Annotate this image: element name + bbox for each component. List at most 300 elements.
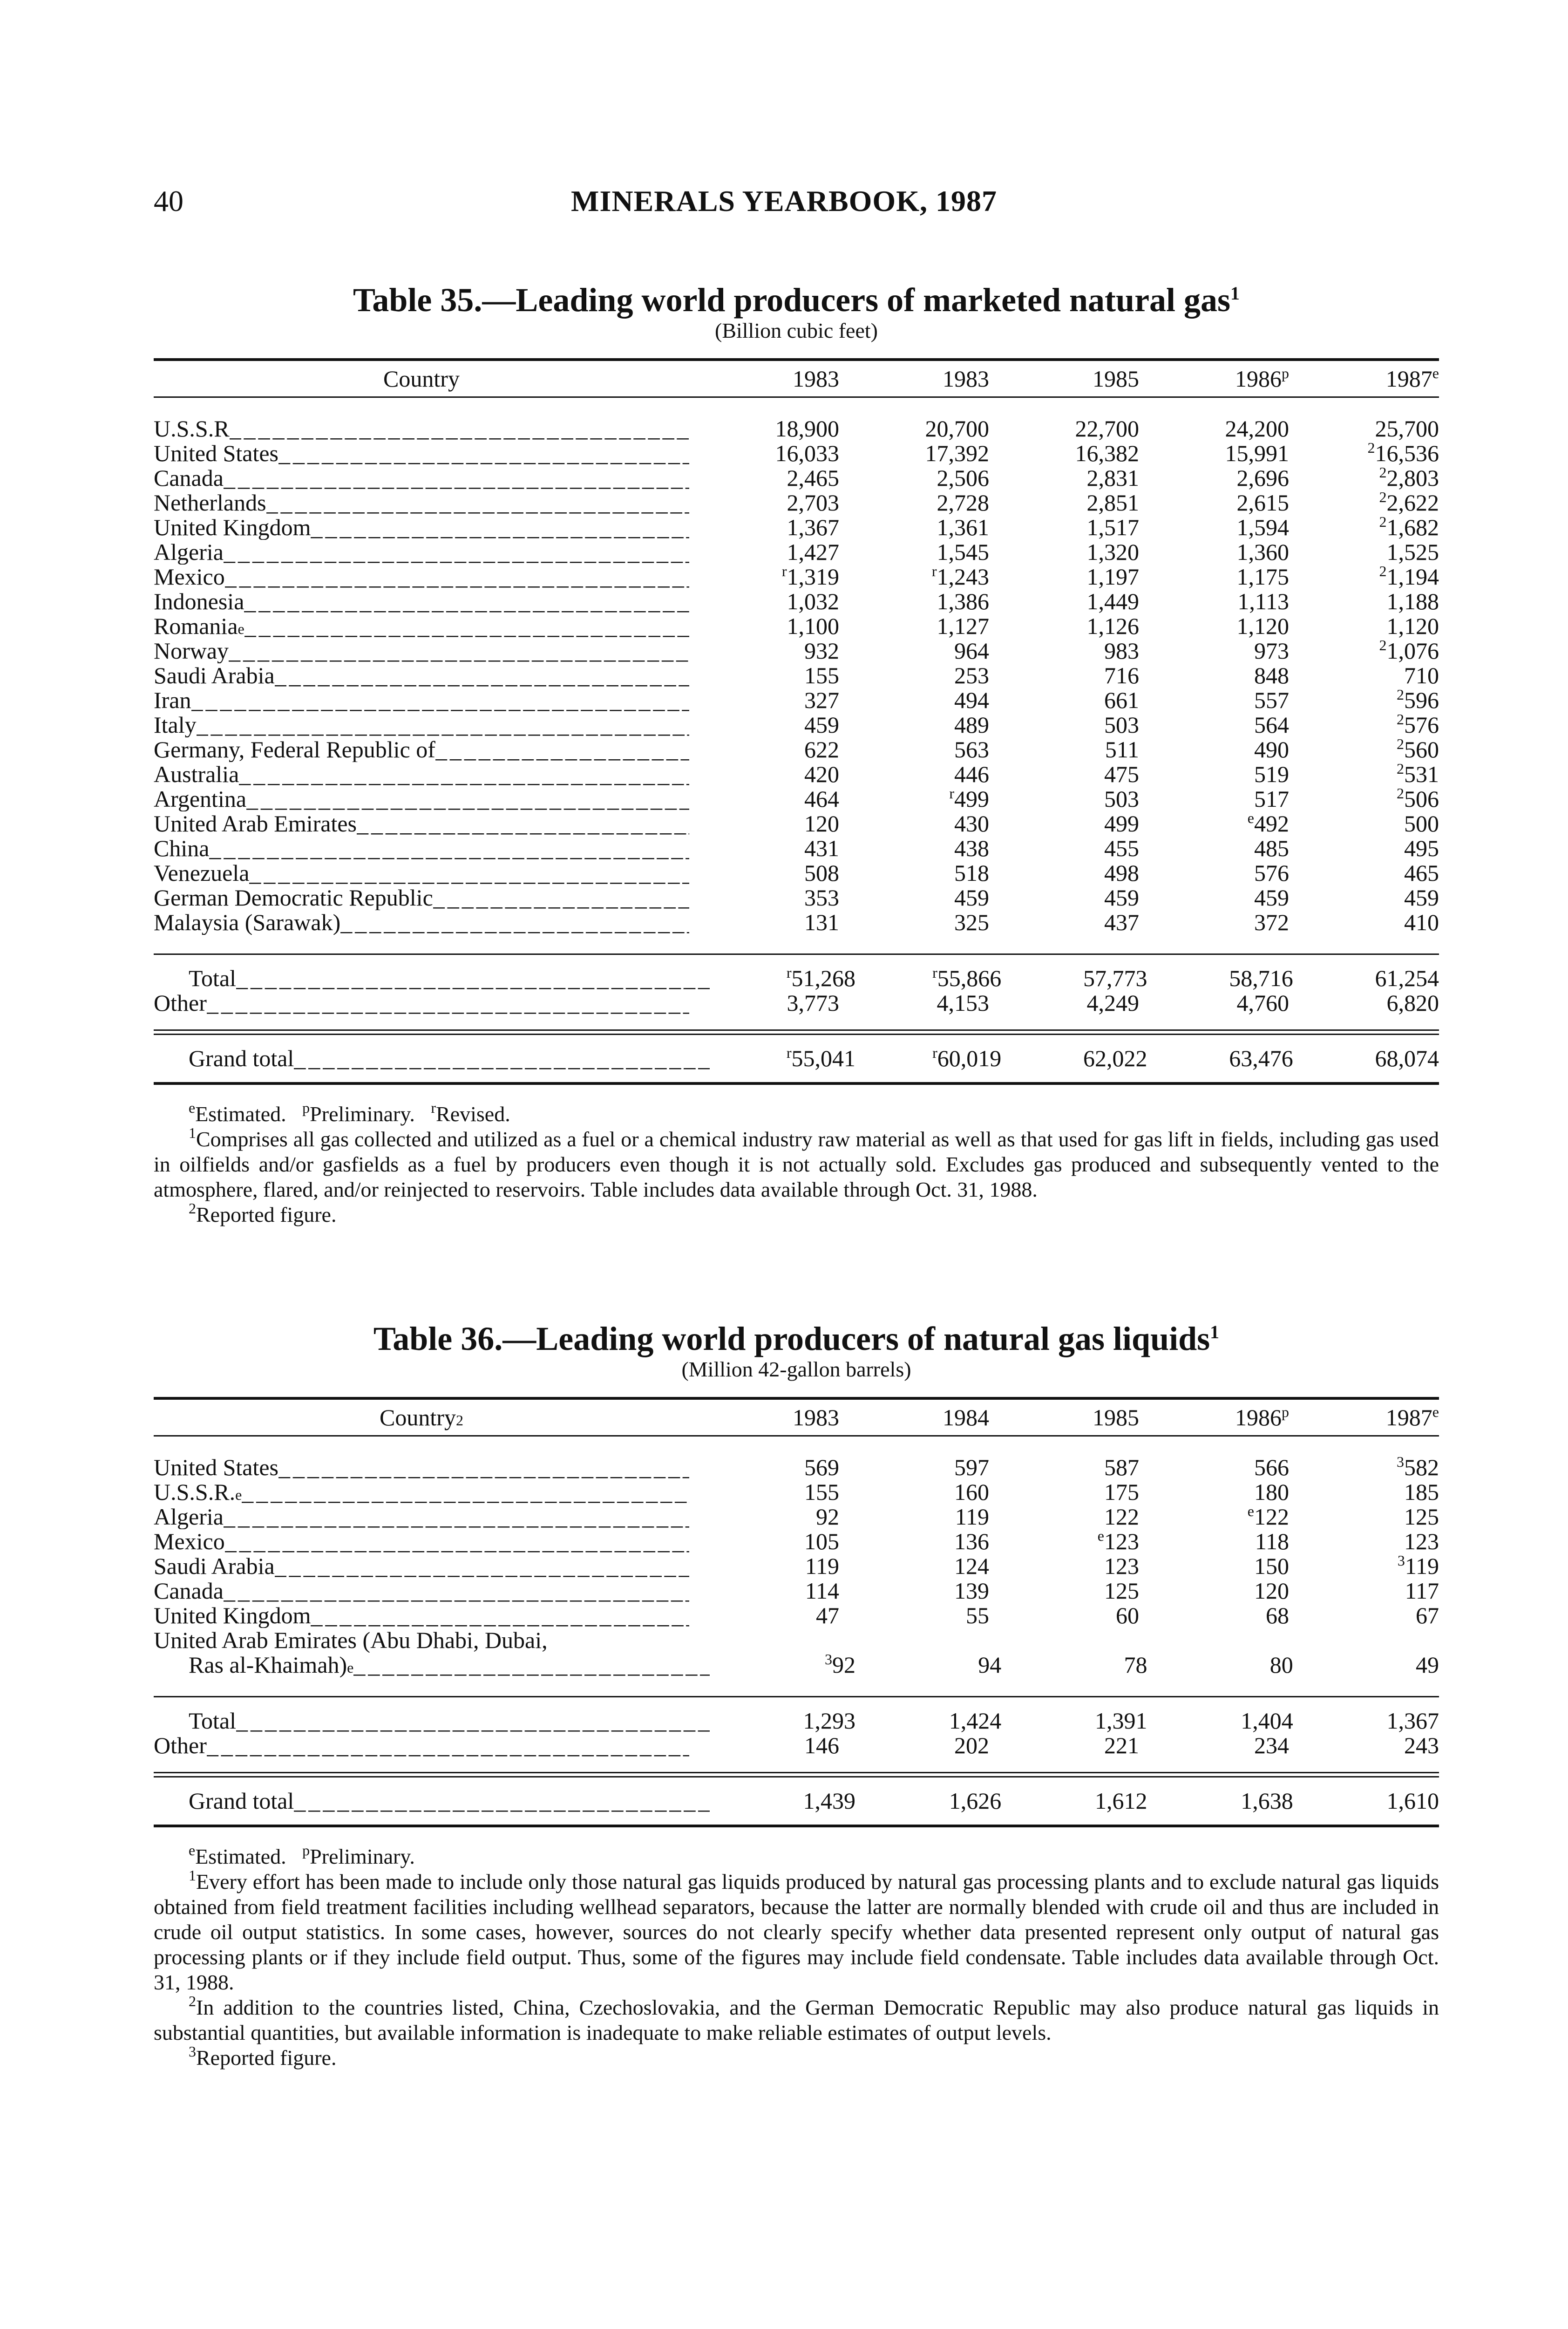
value-marker: 2	[1397, 760, 1404, 777]
table-row	[154, 490, 1439, 515]
value-cell	[839, 836, 989, 861]
table-row	[154, 1529, 1439, 1554]
leader-dots	[340, 910, 689, 935]
leader-dots	[275, 663, 689, 688]
table-36-header-row	[154, 1400, 1439, 1435]
value-text: 160	[954, 1479, 989, 1505]
value-cell	[1289, 688, 1439, 713]
row-label-text: Argentina	[154, 787, 247, 811]
value-cell	[1289, 1554, 1439, 1579]
leader-dots	[244, 589, 689, 614]
value-cell	[839, 441, 989, 466]
value-marker: 2	[1397, 785, 1404, 802]
value-cell	[989, 589, 1139, 614]
value-cell	[1139, 885, 1289, 910]
column-header-text: 1985	[1093, 366, 1139, 392]
table-36	[154, 1311, 1439, 2070]
value-cell	[1289, 737, 1439, 762]
leader-dots	[207, 991, 689, 1015]
value-text: 57,773	[1083, 965, 1147, 991]
table-36-notes	[154, 1844, 1439, 2070]
table-36-unit: (Million 42-gallon barrels)	[681, 1357, 911, 1381]
value-cell	[1289, 762, 1439, 787]
value-cell	[989, 441, 1139, 466]
value-text: 1,320	[1086, 539, 1139, 565]
leader-dots	[207, 1733, 689, 1758]
value-text: 131	[804, 909, 839, 935]
value-text: 1,194	[1386, 564, 1439, 590]
column-header-text: 1983	[793, 366, 839, 392]
row-label-text: Algeria	[154, 540, 224, 565]
value-cell	[839, 466, 989, 490]
value-text: 221	[1104, 1732, 1139, 1758]
value-cell	[839, 991, 989, 1015]
value-cell	[1289, 565, 1439, 589]
value-text: 25,700	[1375, 415, 1439, 442]
row-label-text: United Kingdom	[154, 515, 311, 540]
value-cell	[1139, 737, 1289, 762]
value-text: 253	[954, 662, 989, 688]
spacer	[154, 1758, 1439, 1769]
spacer	[154, 955, 1439, 966]
value-text: 136	[954, 1528, 989, 1554]
value-marker: r	[932, 1044, 937, 1061]
row-label-text: Other	[154, 1733, 207, 1758]
value-cell	[1139, 991, 1289, 1015]
table-row	[154, 713, 1439, 737]
table-row	[154, 1455, 1439, 1480]
value-cell	[1139, 441, 1289, 466]
value-text: 531	[1404, 761, 1439, 787]
row-label	[154, 688, 689, 713]
row-label	[154, 1529, 689, 1554]
value-cell	[1289, 991, 1439, 1015]
value-text: 80	[1269, 1652, 1293, 1678]
value-text: 68,074	[1375, 1045, 1439, 1071]
table-row	[154, 688, 1439, 713]
value-text: 587	[1104, 1454, 1139, 1480]
row-label-text: United Kingdom	[154, 1603, 311, 1628]
table-row	[154, 441, 1439, 466]
leader-dots	[249, 861, 689, 885]
value-cell	[1293, 1046, 1439, 1071]
value-text: 1,175	[1236, 564, 1289, 590]
row-label	[154, 713, 689, 737]
value-text: 511	[1105, 736, 1139, 763]
value-text: 499	[954, 786, 989, 812]
value-text: 327	[804, 687, 839, 713]
value-text: 1,120	[1386, 613, 1439, 639]
value-cell	[989, 663, 1139, 688]
value-text: 68	[1266, 1602, 1289, 1628]
row-label-text: Netherlands	[154, 490, 266, 515]
leader-dots	[275, 1554, 689, 1579]
value-cell	[1139, 1579, 1289, 1603]
row-label-text: Germany, Federal Republic of	[154, 737, 435, 762]
value-cell	[1289, 614, 1439, 639]
value-marker: 2	[1379, 513, 1387, 530]
value-cell	[1293, 966, 1439, 991]
bottom-rule	[154, 1825, 1439, 1827]
value-marker: r	[781, 563, 787, 579]
running-title: MINERALS YEARBOOK, 1987	[571, 184, 997, 218]
leader-dots	[311, 1603, 689, 1628]
value-cell	[1139, 1529, 1289, 1554]
value-text: 489	[954, 712, 989, 738]
value-cell	[1289, 663, 1439, 688]
value-text: 1,424	[949, 1708, 1002, 1734]
value-cell	[1289, 441, 1439, 466]
value-text: 576	[1404, 712, 1439, 738]
value-cell	[989, 416, 1139, 441]
value-text: 410	[1404, 909, 1439, 935]
column-header-text: 1985	[1093, 1404, 1139, 1430]
value-cell	[1139, 688, 1289, 713]
row-label	[154, 885, 689, 910]
value-cell	[839, 663, 989, 688]
value-cell	[839, 1529, 989, 1554]
value-text: 125	[1104, 1578, 1139, 1604]
value-cell	[839, 762, 989, 787]
table-row	[154, 836, 1439, 861]
value-text: 1,032	[787, 588, 839, 614]
value-text: 1,638	[1241, 1788, 1293, 1814]
value-cell	[989, 1455, 1139, 1480]
value-cell	[989, 1505, 1139, 1529]
value-text: 2,506	[937, 465, 989, 491]
value-cell	[1139, 416, 1289, 441]
value-cell	[989, 1579, 1139, 1603]
value-text: 459	[1254, 885, 1289, 911]
value-text: 139	[954, 1578, 989, 1604]
value-cell	[710, 1709, 855, 1733]
row-label-text: Canada	[154, 466, 224, 490]
total-row	[154, 1709, 1439, 1733]
value-text: 1,360	[1236, 539, 1289, 565]
column-header	[1289, 365, 1439, 392]
value-text: 2,696	[1236, 465, 1289, 491]
value-marker: r	[786, 964, 792, 981]
row-label	[154, 515, 689, 540]
value-text: 4,249	[1086, 990, 1139, 1016]
column-header	[689, 365, 839, 392]
value-text: 492	[1254, 810, 1289, 837]
table-row	[154, 663, 1439, 688]
row-label	[154, 910, 689, 935]
value-text: 105	[804, 1528, 839, 1554]
value-cell	[855, 966, 1001, 991]
value-text: 459	[1404, 885, 1439, 911]
value-text: 119	[805, 1553, 839, 1579]
value-marker: e	[1247, 1503, 1254, 1519]
value-cell	[689, 861, 839, 885]
value-text: 67	[1416, 1602, 1439, 1628]
value-text: 1,682	[1386, 514, 1439, 540]
column-header-text: 1987	[1385, 1404, 1432, 1430]
legend-text: Estimated.	[195, 1845, 286, 1868]
value-marker: 2	[1379, 489, 1387, 505]
value-text: 557	[1254, 687, 1289, 713]
footnote-fn2	[154, 1202, 1439, 1227]
legend-text: Preliminary.	[310, 1102, 415, 1126]
table-row	[154, 614, 1439, 639]
legend-marker: p	[302, 1842, 310, 1859]
table-row	[154, 885, 1439, 910]
value-text: 973	[1254, 638, 1289, 664]
value-text: 1,188	[1386, 588, 1439, 614]
value-text: 465	[1404, 860, 1439, 886]
legend-text: Estimated.	[195, 1102, 286, 1126]
value-text: 92	[816, 1504, 839, 1530]
table-row	[154, 565, 1439, 589]
value-cell	[989, 811, 1139, 836]
value-cell	[1289, 713, 1439, 737]
value-cell	[1147, 1653, 1293, 1677]
value-marker: e	[1247, 810, 1254, 826]
value-text: 622	[804, 736, 839, 763]
row-label-text: German Democratic Republic	[154, 885, 433, 910]
bottom-rule	[154, 1082, 1439, 1085]
leader-dots	[278, 441, 689, 466]
value-cell	[689, 762, 839, 787]
value-text: 498	[1104, 860, 1139, 886]
table-35-summary	[154, 953, 1439, 1085]
value-text: 716	[1104, 662, 1139, 688]
value-cell	[1001, 1653, 1147, 1677]
value-text: 438	[954, 835, 989, 861]
value-text: 569	[804, 1454, 839, 1480]
value-cell	[989, 614, 1139, 639]
table-row	[154, 861, 1439, 885]
value-text: 20,700	[925, 415, 989, 442]
value-text: 63,476	[1229, 1045, 1293, 1071]
value-marker: 2	[1397, 686, 1404, 703]
value-cell	[989, 910, 1139, 935]
value-cell	[989, 861, 1139, 885]
value-cell	[855, 1653, 1001, 1677]
column-header-text: 1983	[943, 366, 989, 392]
value-text: 122	[1104, 1504, 1139, 1530]
table-row	[154, 1579, 1439, 1603]
row-label	[154, 991, 689, 1015]
column-header-text: 1983	[793, 1404, 839, 1430]
value-cell	[1139, 614, 1289, 639]
value-text: 2,851	[1086, 490, 1139, 516]
value-cell	[1289, 1733, 1439, 1758]
value-text: 1,610	[1386, 1788, 1439, 1814]
footnote-fn1	[154, 1124, 1439, 1202]
footnote-marker: 2	[189, 1993, 196, 2009]
value-cell	[689, 737, 839, 762]
footnote-marker: 1	[189, 1867, 196, 1884]
row-label-text: Mexico	[154, 1529, 225, 1554]
column-header	[689, 1404, 839, 1431]
value-cell	[1139, 836, 1289, 861]
value-cell	[839, 589, 989, 614]
value-text: 55,866	[937, 965, 1002, 991]
value-cell	[1289, 885, 1439, 910]
value-cell	[1289, 811, 1439, 836]
row-label	[154, 1733, 689, 1758]
row-label	[154, 1789, 710, 1813]
value-text: 1,319	[787, 564, 839, 590]
value-marker: 3	[825, 1651, 832, 1668]
column-header-text: 1986	[1235, 366, 1282, 392]
leader-dots	[191, 688, 690, 713]
value-cell	[989, 737, 1139, 762]
value-text: 2,465	[787, 465, 839, 491]
column-header	[1289, 1404, 1439, 1431]
legend-marker: e	[189, 1099, 196, 1116]
row-label	[154, 416, 689, 441]
value-text: 1,361	[937, 514, 989, 540]
value-marker: 3	[1397, 1453, 1404, 1470]
value-text: 175	[1104, 1479, 1139, 1505]
row-label-text: Other	[154, 991, 207, 1015]
row-label: U.S.S.R. e _____	[154, 1480, 689, 1505]
value-text: 117	[1405, 1578, 1439, 1604]
row-label: Romania e _____	[154, 614, 689, 639]
column-header-marker: p	[1282, 1403, 1289, 1420]
row-label	[154, 1046, 710, 1071]
value-text: 518	[954, 860, 989, 886]
value-text: 120	[1254, 1578, 1289, 1604]
footnote-text: Every effort has been made to include only those natural gas liquids produced by natural gas processing plants and to exclude natural gas liquids obtained from field treatment facilities including wellhead separators, because the latter are normally blended with crude oil and thus are included in crude oil output statistics. In some cases, however, sources do not clearly specify whether data presented represent only output of natural gas processing plants or if they include field output. Thus, some of the figures may include field condensate. Table includes data available through Oct. 31, 1988.	[154, 1870, 1439, 1994]
value-cell	[1293, 1709, 1439, 1733]
value-cell	[710, 1789, 855, 1813]
value-text: 2,622	[1386, 490, 1439, 516]
row-label	[154, 836, 689, 861]
row-label-text: Saudi Arabia	[154, 663, 275, 688]
value-cell	[1147, 966, 1293, 991]
table-35-title: Table 35.—Leading world producers of marketed natural gas$^1$	[353, 281, 1240, 319]
table-row-uae-line1	[154, 1628, 1439, 1653]
leader-dots	[244, 614, 689, 639]
value-text: 18,900	[775, 415, 839, 442]
leader-dots	[224, 1505, 689, 1529]
leader-dots	[278, 1455, 689, 1480]
value-text: 596	[1404, 687, 1439, 713]
value-cell	[1147, 1046, 1293, 1071]
row-label-text: China	[154, 836, 210, 861]
leader-dots	[224, 466, 689, 490]
value-cell	[1139, 515, 1289, 540]
value-cell	[1289, 540, 1439, 565]
value-cell	[689, 688, 839, 713]
leader-dots	[266, 490, 689, 515]
row-label-text: Ras al-Khaimah)	[189, 1653, 347, 1677]
table-row	[154, 737, 1439, 762]
value-text: 353	[804, 885, 839, 911]
row-label-text: U.S.S.R.	[154, 1480, 236, 1505]
value-text: 92	[832, 1652, 855, 1678]
value-marker: r	[932, 964, 937, 981]
other-row	[154, 1733, 1439, 1758]
value-cell	[1139, 1603, 1289, 1628]
value-cell	[689, 639, 839, 663]
column-header	[1139, 1404, 1289, 1431]
row-label-text: Italy	[154, 713, 197, 737]
value-cell	[689, 836, 839, 861]
value-cell	[689, 441, 839, 466]
value-text: 2,728	[937, 490, 989, 516]
value-text: 848	[1254, 662, 1289, 688]
value-text: 15,991	[1225, 440, 1289, 466]
value-text: 60	[1116, 1602, 1139, 1628]
value-marker: 2	[1367, 439, 1375, 456]
value-text: 1,594	[1236, 514, 1289, 540]
value-cell	[1289, 1455, 1439, 1480]
spacer	[154, 1697, 1439, 1709]
row-label-text: Algeria	[154, 1505, 224, 1529]
value-text: 459	[804, 712, 839, 738]
row-label	[154, 663, 689, 688]
spacer	[154, 1035, 1439, 1046]
legend-marker: e	[189, 1842, 196, 1859]
value-cell	[689, 713, 839, 737]
leader-dots	[294, 1046, 709, 1071]
value-cell	[689, 515, 839, 540]
column-header-marker: e	[1432, 1403, 1439, 1420]
column-header	[839, 1404, 989, 1431]
value-text: 1,293	[803, 1708, 855, 1734]
footnote-marker: 2	[189, 1200, 196, 1217]
value-cell	[839, 1455, 989, 1480]
value-text: 123	[1104, 1528, 1139, 1554]
value-text: 446	[954, 761, 989, 787]
footnote-fn1	[154, 1869, 1439, 1995]
value-cell	[989, 1529, 1139, 1554]
row-label-text: Indonesia	[154, 589, 244, 614]
value-text: 17,392	[925, 440, 989, 466]
value-text: 517	[1254, 786, 1289, 812]
row-label	[154, 589, 689, 614]
column-header-marker: p	[1282, 365, 1289, 381]
value-cell	[689, 991, 839, 1015]
table-row	[154, 466, 1439, 490]
value-cell	[1139, 589, 1289, 614]
value-cell	[989, 787, 1139, 811]
value-cell	[1139, 540, 1289, 565]
value-marker: r	[949, 785, 954, 802]
value-text: 122	[1254, 1504, 1289, 1530]
value-text: 710	[1404, 662, 1439, 688]
value-marker: 3	[1397, 1552, 1405, 1569]
row-label-text: United States	[154, 1455, 279, 1480]
value-cell	[1139, 1455, 1289, 1480]
value-cell	[839, 811, 989, 836]
value-text: 1,626	[949, 1788, 1002, 1814]
value-text: 120	[804, 810, 839, 837]
value-text: 150	[1254, 1553, 1289, 1579]
column-header-text: 1987	[1385, 366, 1432, 392]
value-cell	[989, 565, 1139, 589]
legend-text: Revised.	[436, 1102, 510, 1126]
value-text: 1,197	[1086, 564, 1139, 590]
value-cell	[1001, 1709, 1147, 1733]
value-cell	[989, 836, 1139, 861]
footnote-text: Reported figure.	[196, 1203, 337, 1226]
value-text: 500	[1404, 810, 1439, 837]
value-text: 146	[804, 1732, 839, 1758]
value-marker: r	[931, 563, 937, 579]
value-text: 2,703	[787, 490, 839, 516]
row-label-text: Venezuela	[154, 861, 250, 885]
value-text: 123	[1404, 1528, 1439, 1554]
value-text: 566	[1254, 1454, 1289, 1480]
value-text: 564	[1254, 712, 1289, 738]
table-row	[154, 416, 1439, 441]
